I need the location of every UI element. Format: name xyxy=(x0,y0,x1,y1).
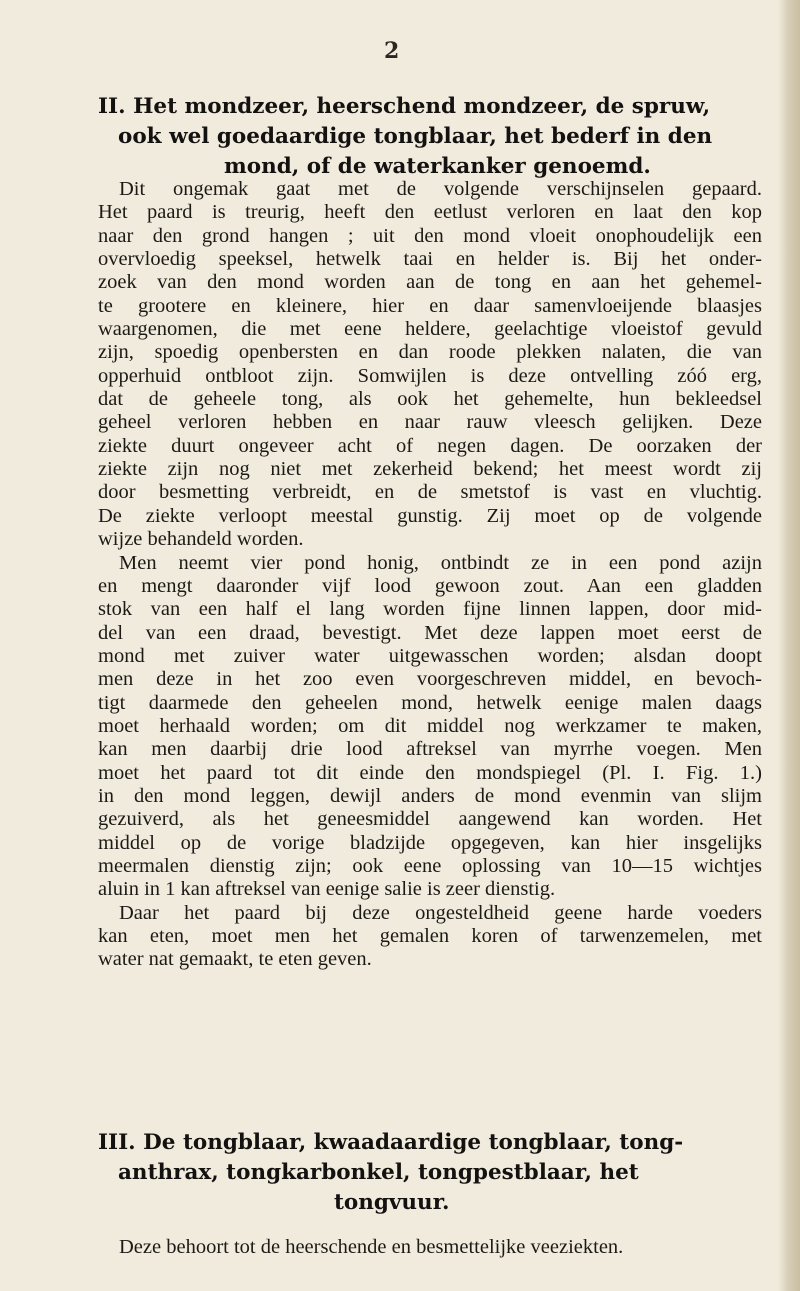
text-line: De ziekte verloopt meestal gunstig. Zij moet op de volgende xyxy=(98,504,762,527)
text-line: kan men daarbij drie lood aftreksel van myrrhe voegen. Men xyxy=(98,738,762,761)
text-line: Het paard is treurig, heeft den eetlust verloren en laat den kop xyxy=(98,201,762,224)
text-line: door besmetting verbreidt, en de smetstof is vast en vluchtig. xyxy=(98,481,762,504)
text-line: waargenomen, die met eene heldere, geelachtige vloeistof gevuld xyxy=(98,318,762,341)
text-line: Daar het paard bij deze ongesteldheid geene harde voeders xyxy=(119,901,762,924)
text-line: en mengt daaronder vijf lood gewoon zout. Aan een gladden xyxy=(98,574,762,597)
heading-line: tongvuur. xyxy=(334,1190,450,1215)
text-line: kan eten, moet men het gemalen koren of tarwenzemelen, met xyxy=(98,925,762,947)
text-line: geheel verloren hebben en naar rauw vleesch gelijken. Deze xyxy=(98,411,762,434)
text-line: stok van een half el lang worden fijne linnen lappen, door mid- xyxy=(98,598,762,621)
text-line: ziekte zijn nog niet met zekerheid bekend; het meest wordt zij xyxy=(98,458,762,481)
heading-line: anthrax, tongkarbonkel, tongpestblaar, het xyxy=(118,1160,639,1185)
text-line: zoek van den mond worden aan de tong en aan het gehemel- xyxy=(98,271,762,294)
heading-line: ook wel goedaardige tongblaar, het bederf in den xyxy=(118,124,713,149)
text-line: wijze behandeld worden. xyxy=(98,528,304,551)
text-line: tigt daarmede den geheelen mond, hetwelk eenige malen daags xyxy=(98,691,762,714)
text-line: opperhuid ontbloot zijn. Somwijlen is deze ontvelling zóó erg, xyxy=(98,364,762,387)
text-line: ziekte duurt ongeveer acht of negen dagen. De oorzaken der xyxy=(98,434,762,457)
text-line: del van een draad, bevestigt. Met deze lappen moet eerst de xyxy=(98,621,762,644)
heading-line: mond, of de waterkanker genoemd. xyxy=(224,154,651,179)
section-heading-iii xyxy=(98,1128,763,1218)
text-line: Dit ongemak gaat met de volgende verschijnselen gepaard. xyxy=(119,178,762,200)
heading-line: II. Het mondzeer, heerschend mondzeer, de spruw, xyxy=(98,94,711,119)
text-line: zijn, spoedig openbersten en dan roode plekken nalaten, die van xyxy=(98,341,762,364)
text-line: te grootere en kleinere, hier en daar samenvloeijende blaasjes xyxy=(98,294,762,317)
heading-line: III. De tongblaar, kwaadaardige tongblaar, tong- xyxy=(98,1130,684,1155)
text-line: aluin in 1 kan aftreksel van eenige salie is zeer dienstig. xyxy=(98,878,556,901)
text-line: dat de geheele tong, als ook het gehemelte, hun bekleedsel xyxy=(98,388,762,411)
text-line: moet herhaald worden; om dit middel nog werkzamer te maken, xyxy=(98,714,762,737)
section-iii-body xyxy=(98,1236,762,1259)
text-line: overvloedig speeksel, hetwelk taai en helder is. Bij het onder- xyxy=(98,248,762,271)
section-heading-ii xyxy=(98,92,763,182)
text-line: naar den grond hangen ; uit den mond vloeit onophoudelijk een xyxy=(98,224,762,247)
text-line: Deze behoort tot de heerschende en besmettelijke veeziekten. xyxy=(119,1236,624,1258)
text-line: gezuiverd, als het geneesmiddel aangewend kan worden. Het xyxy=(98,808,762,831)
text-line: mond met zuiver water uitgewasschen worden; alsdan doopt xyxy=(98,644,762,667)
text-line: in den mond leggen, dewijl anders de mond evenmin van slijm xyxy=(98,784,762,807)
section-ii-body xyxy=(98,178,762,972)
text-line: moet het paard tot dit einde den mondspiegel (Pl. I. Fig. 1.) xyxy=(98,761,762,784)
text-line: men deze in het zoo even voorgeschreven middel, en bevoch- xyxy=(98,668,762,691)
text-line: water nat gemaakt, te eten geven. xyxy=(98,948,372,971)
text-line: meermalen dienstig zijn; ook eene oplossing van 10—15 wichtjes xyxy=(98,854,762,877)
page-edge-shadow xyxy=(778,0,800,1291)
text-line: middel op de vorige bladzijde opgegeven, kan hier insgelijks xyxy=(98,831,762,854)
page-number: 2 xyxy=(384,38,400,64)
text-line: Men neemt vier pond honig, ontbindt ze in een pond azijn xyxy=(119,551,762,574)
